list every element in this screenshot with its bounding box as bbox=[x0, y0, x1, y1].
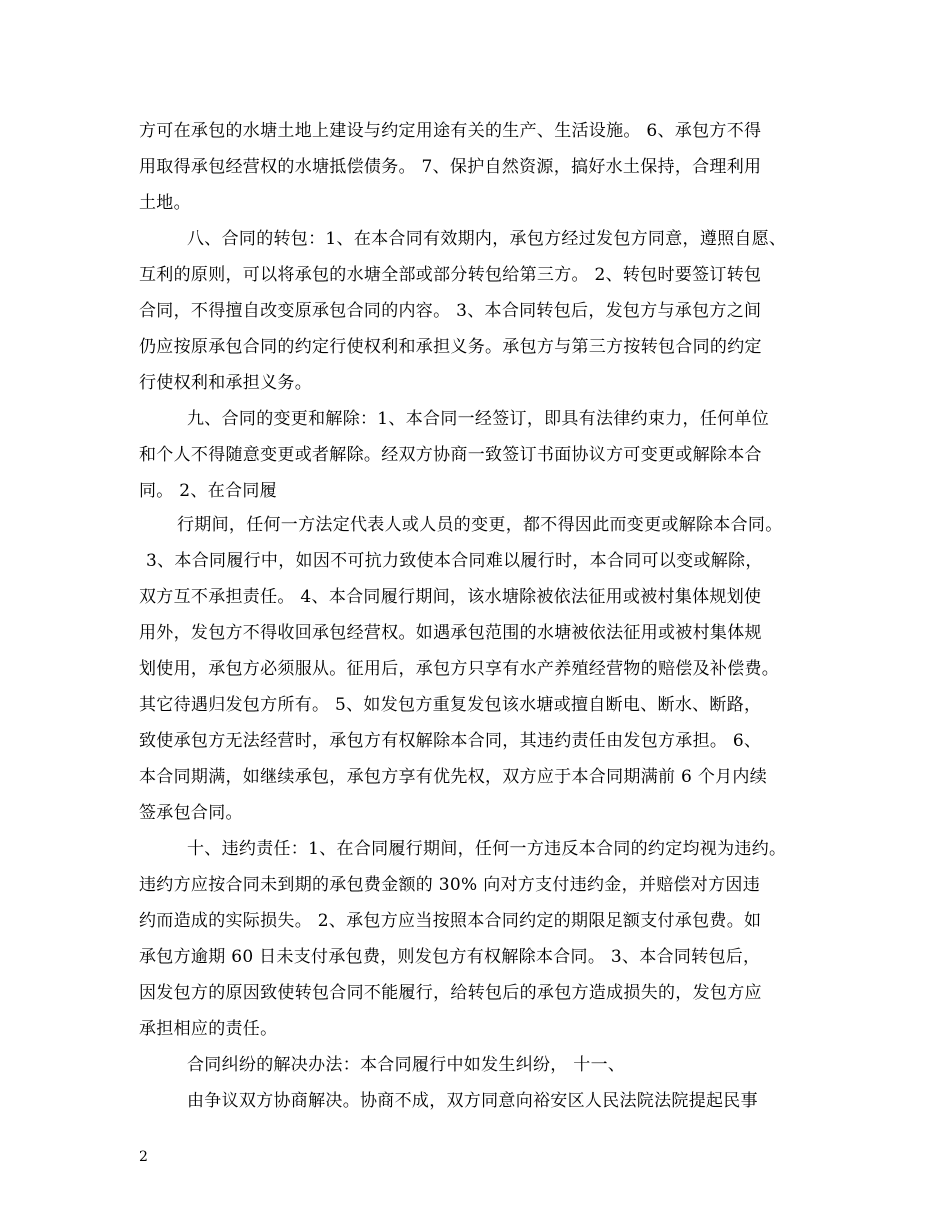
text-line: 划使用，承包方必须服从。征用后，承包方只享有水产养殖经营物的赔偿及补偿费。 bbox=[139, 659, 780, 679]
text-line: 十、违约责任：1、在合同履行期间，任何一方违反本合同的约定均视为违约。 bbox=[187, 839, 787, 859]
text-line: 致使承包方无法经营时，承包方有权解除本合同，其违约责任由发包方承担。 6、 bbox=[139, 731, 762, 751]
text-line: 九、合同的变更和解除：1、本合同一经签订，即具有法律约束力，任何单位 bbox=[187, 409, 770, 429]
text-line: 和个人不得随意变更或者解除。经双方协商一致签订书面协议方可变更或解除本合 bbox=[139, 445, 762, 465]
page-number: 2 bbox=[139, 1149, 148, 1165]
text-line: 承包方逾期 60 日未支付承包费，则发包方有权解除本合同。 3、本合同转包后， bbox=[139, 947, 761, 967]
text-line: 因发包方的原因致使转包合同不能履行，给转包后的承包方造成损失的，发包方应 bbox=[139, 983, 762, 1003]
text-line: 方可在承包的水塘土地上建设与约定用途有关的生产、生活设施。 6、承包方不得 bbox=[139, 121, 762, 141]
text-line: 违约方应按合同未到期的承包费金额的 30% 向对方支付违约金，并赔偿对方因违 bbox=[139, 875, 760, 895]
text-line: 八、合同的转包：1、在本合同有效期内，承包方经过发包方同意，遵照自愿、 bbox=[187, 229, 787, 249]
text-line: 行期间，任何一方法定代表人或人员的变更，都不得因此而变更或解除本合同。 bbox=[177, 515, 783, 535]
text-line: 其它待遇归发包方所有。 5、如发包方重复发包该水塘或擅自断电、断水、断路， bbox=[139, 695, 762, 715]
text-line: 3、本合同履行中，如因不可抗力致使本合同难以履行时，本合同可以变或解除， bbox=[146, 551, 763, 571]
text-line: 同。 2、在合同履 bbox=[139, 481, 277, 501]
text-line: 合同，不得擅自改变原承包合同的内容。 3、本合同转包后，发包方与承包方之间 bbox=[139, 301, 762, 321]
text-line: 由争议双方协商解决。协商不成，双方同意向裕安区人民法院法院提起民事 bbox=[187, 1091, 758, 1111]
text-line: 用外，发包方不得收回承包经营权。如遇承包范围的水塘被依法征用或被村集体规 bbox=[139, 623, 762, 643]
text-line: 互利的原则，可以将承包的水塘全部或部分转包给第三方。 2、转包时要签订转包 bbox=[139, 265, 762, 285]
text-line: 行使权利和承担义务。 bbox=[139, 373, 312, 393]
text-line: 承担相应的责任。 bbox=[139, 1019, 278, 1039]
text-line: 本合同期满，如继续承包，承包方享有优先权，双方应于本合同期满前 6 个月内续 bbox=[139, 767, 768, 787]
text-line: 合同纠纷的解决办法：本合同履行中如发生纠纷， 十一、 bbox=[187, 1055, 626, 1075]
text-line: 双方互不承担责任。 4、本合同履行期间，该水塘除被依法征用或被村集体规划使 bbox=[139, 587, 762, 607]
text-line: 约而造成的实际损失。 2、承包方应当按照本合同约定的期限足额支付承包费。如 bbox=[139, 911, 762, 931]
text-line: 土地。 bbox=[139, 193, 191, 213]
text-line: 仍应按原承包合同的约定行使权利和承担义务。承包方与第三方按转包合同的约定 bbox=[139, 337, 762, 357]
text-line: 用取得承包经营权的水塘抵偿债务。 7、保护自然资源，搞好水土保持，合理利用 bbox=[139, 157, 762, 177]
text-line: 签承包合同。 bbox=[139, 803, 243, 823]
